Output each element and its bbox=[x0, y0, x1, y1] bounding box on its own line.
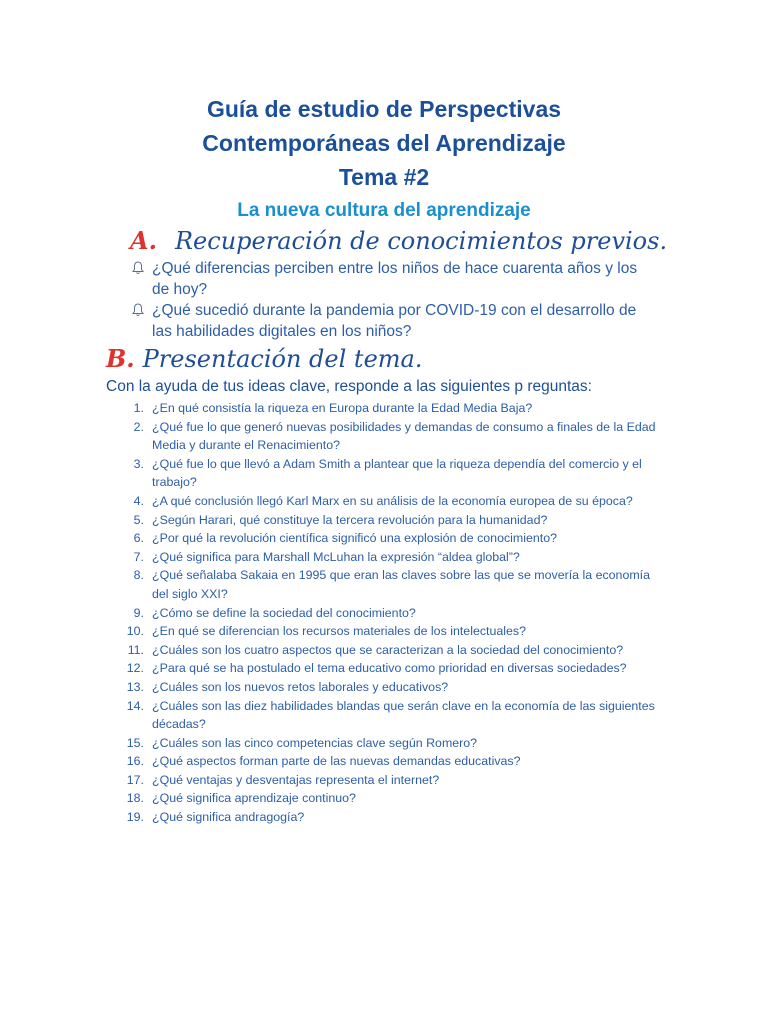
bullet-text: ¿Qué sucedió durante la pandemia por COVID-19 con el desarrollo de las habilidades digitales en los niños? bbox=[152, 302, 637, 340]
question-number: 2. bbox=[133, 419, 144, 434]
question-item bbox=[106, 659, 666, 678]
question-item bbox=[106, 548, 666, 567]
question-number: 1. bbox=[133, 401, 144, 415]
question-text: ¿Qué señalaba Sakaia en 1995 que eran las claves sobre las que se movería la economía del siglo XXI? bbox=[152, 568, 650, 601]
question-text: ¿Qué aspectos forman parte de las nuevas demandas educativas? bbox=[152, 754, 521, 769]
question-item bbox=[106, 697, 666, 734]
question-text: ¿Qué fue lo que generó nuevas posibilidades y demandas de consumo a finales de la Edad Media y durante el Renacimiento? bbox=[152, 419, 656, 453]
question-item bbox=[106, 399, 666, 418]
previous-knowledge-list bbox=[128, 258, 658, 342]
question-text: ¿Cuáles son los cuatro aspectos que se caracterizan a la sociedad del conocimiento? bbox=[152, 642, 624, 657]
question-text: ¿A qué conclusión llegó Karl Marx en su análisis de la economía europea de su época? bbox=[152, 493, 633, 508]
question-text: ¿En qué consistía la riqueza en Europa durante la Edad Media Baja? bbox=[152, 401, 533, 415]
question-text: ¿Cuáles son los nuevos retos laborales y educativos? bbox=[152, 679, 449, 694]
question-text: ¿Qué significa para Marshall McLuhan la expresión “aldea global”? bbox=[152, 549, 520, 564]
section-a-title: Recuperación de conocimientos previos. bbox=[174, 227, 668, 255]
question-item bbox=[106, 511, 666, 530]
question-item bbox=[106, 455, 666, 492]
question-number: 3. bbox=[133, 456, 144, 471]
question-text: ¿Qué fue lo que llevó a Adam Smith a plantear que la riqueza dependía del comercio y el trabajo? bbox=[152, 456, 642, 490]
question-number: 13. bbox=[126, 679, 144, 694]
question-number: 14. bbox=[126, 698, 144, 713]
question-item bbox=[106, 622, 666, 641]
question-item bbox=[106, 566, 666, 603]
question-item bbox=[106, 678, 666, 697]
subtitle: La nueva cultura del aprendizaje bbox=[237, 200, 531, 221]
title-line-2: Contemporáneas del Aprendizaje bbox=[202, 130, 566, 156]
question-number: 10. bbox=[126, 624, 144, 639]
section-b-letter: B. bbox=[106, 344, 135, 373]
bullet-text: ¿Qué diferencias perciben entre los niños de hace cuarenta años y los de hoy? bbox=[152, 260, 638, 298]
question-number: 5. bbox=[133, 512, 144, 527]
title-line-1: Guía de estudio de Perspectivas bbox=[206, 96, 562, 122]
question-text: ¿Cómo se define la sociedad del conocimiento? bbox=[152, 605, 416, 620]
question-text: ¿Qué significa andragogía? bbox=[152, 810, 305, 825]
section-b-intro: Con la ayuda de tus ideas clave, responde a las siguientes p reguntas: bbox=[106, 378, 592, 395]
question-number: 17. bbox=[126, 772, 144, 787]
question-number: 18. bbox=[126, 791, 144, 806]
question-number: 11. bbox=[127, 642, 144, 657]
question-item bbox=[106, 789, 666, 808]
question-item bbox=[106, 808, 666, 827]
question-number: 9. bbox=[133, 605, 144, 620]
question-item bbox=[106, 418, 666, 455]
question-number: 12. bbox=[126, 661, 144, 676]
question-item bbox=[106, 752, 666, 771]
list-item bbox=[128, 258, 658, 300]
questions-list bbox=[106, 399, 666, 827]
bell-icon bbox=[130, 260, 146, 276]
question-number: 16. bbox=[126, 754, 144, 769]
section-a-letter: A. bbox=[130, 226, 157, 255]
section-a-heading bbox=[130, 226, 768, 255]
question-text: ¿Cuáles son las diez habilidades blandas que serán clave en la economía de las siguientes décadas? bbox=[152, 698, 655, 732]
question-number: 6. bbox=[133, 531, 144, 546]
question-item bbox=[106, 641, 666, 660]
question-text: ¿Para qué se ha postulado el tema educativo como prioridad en diversas sociedades? bbox=[152, 661, 627, 676]
question-item bbox=[106, 734, 666, 753]
title-line-3: Tema #2 bbox=[338, 164, 430, 190]
question-text: ¿Según Harari, qué constituye la tercera revolución para la humanidad? bbox=[152, 512, 548, 527]
question-number: 19. bbox=[126, 810, 144, 825]
title-block bbox=[0, 92, 768, 224]
section-b-heading bbox=[106, 344, 768, 373]
question-item bbox=[106, 771, 666, 790]
question-text: ¿En qué se diferencian los recursos materiales de los intelectuales? bbox=[152, 624, 526, 639]
list-item bbox=[128, 300, 658, 342]
question-item bbox=[106, 529, 666, 548]
bell-icon bbox=[130, 302, 146, 318]
question-text: ¿Cuáles son las cinco competencias clave según Romero? bbox=[152, 735, 478, 750]
question-text: ¿Qué significa aprendizaje continuo? bbox=[152, 791, 356, 806]
question-text: ¿Por qué la revolución científica significó una explosión de conocimiento? bbox=[152, 531, 557, 546]
question-number: 7. bbox=[133, 549, 144, 564]
question-item bbox=[106, 604, 666, 623]
question-item bbox=[106, 492, 666, 511]
section-b-title: Presentación del tema. bbox=[142, 345, 423, 373]
question-text: ¿Qué ventajas y desventajas representa el internet? bbox=[152, 772, 440, 787]
question-number: 15. bbox=[126, 735, 144, 750]
question-number: 8. bbox=[133, 568, 144, 583]
question-number: 4. bbox=[133, 493, 144, 508]
